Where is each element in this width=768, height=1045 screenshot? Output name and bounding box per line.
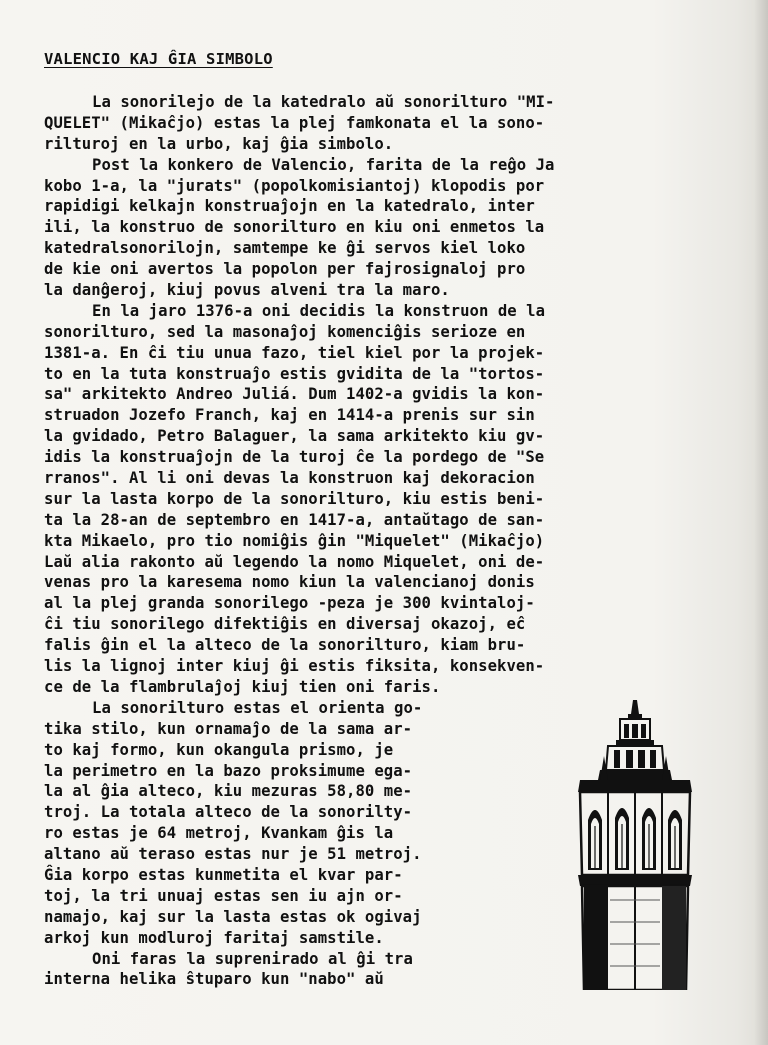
text-line: En la jaro 1376-a oni decidis la konstruon de la — [92, 301, 546, 320]
text-line: kobo 1-a, la "jurats" (popolkomisiantoj) klopodis por — [44, 176, 545, 195]
text-line: altano aŭ teraso estas nur je 51 metroj. — [44, 845, 422, 864]
text-line: Post la konkero de Valencio, farita de la reĝo Ja — [92, 155, 555, 174]
text-line: Ĝia korpo estas kunmetita el kvar par- — [44, 865, 403, 884]
text-line: tika stilo, kun ornamaĵo de la sama ar- — [44, 719, 413, 738]
text-line: QUELET" (Mikaĉjo) estas la plej famkonata el la sono- — [44, 113, 545, 132]
text-line: ta la 28-an de septembro en 1417-a, antaŭtago de san- — [44, 510, 545, 529]
text-line: katedralsonorilojn, samtempe ke ĝi servos kiel loko — [44, 239, 526, 258]
text-line: rilturoj en la urbo, kaj ĝia simbolo. — [44, 134, 394, 153]
text-line: la perimetro en la bazo proksimume ega- — [44, 761, 413, 780]
text-line: la gvidado, Petro Balaguer, la sama arkitekto kiu gv- — [44, 427, 545, 446]
text-line: rranos". Al li oni devas la konstruon kaj dekoracion — [44, 469, 535, 488]
text-line: ce de la flambrulaĵoj kiuj tien oni faris. — [44, 677, 441, 696]
text-line: idis la konstruaĵojn de la turoj ĉe la pordego de "Se — [44, 448, 545, 467]
text-line: toj, la tri unuaj estas sen iu ajn or- — [44, 886, 403, 905]
bell-tower-illustration — [560, 700, 710, 990]
text-line: ro estas je 64 metroj, Kvankam ĝis la — [44, 824, 394, 843]
text-line: de kie oni avertos la popolon per fajrosignaloj pro — [44, 260, 526, 279]
text-line: 1381-a. En ĉi tiu unua fazo, tiel kiel por la projek- — [44, 343, 545, 362]
text-line: namajo, kaj sur la lasta estas ok ogivaj — [44, 907, 422, 926]
text-line: struadon Jozefo Franch, kaj en 1414-a prenis sur sin — [44, 406, 535, 425]
page-edge-shadow — [754, 0, 768, 1045]
text-line: venas pro la karesema nomo kiun la valencianoj donis — [44, 573, 535, 592]
text-line: ĉi tiu sonorilego difektiĝis en diversaj okazoj, eĉ — [44, 615, 526, 634]
text-line: to kaj formo, kun okangula prismo, je — [44, 740, 394, 759]
text-line: to en la tuta konstruaĵo estis gvidita de la "tortos- — [44, 364, 545, 383]
text-line: la al ĝia alteco, kiu mezuras 58,80 me- — [44, 782, 413, 801]
text-line: arkoj kun modluroj faritaj samstile. — [44, 928, 384, 947]
document-title: VALENCIO KAJ ĜIA SIMBOLO — [44, 50, 273, 68]
text-line: al la plej granda sonorilego -peza je 300 kvintaloj- — [44, 594, 535, 613]
text-line: kta Mikaelo, pro tio nomiĝis ĝin "Miquelet" (Mikaĉjo) — [44, 531, 545, 550]
text-line: sonorilturo, sed la masonaĵoj komenciĝis serioze en — [44, 322, 526, 341]
text-line: sur la lasta korpo de la sonorilturo, kiu estis beni- — [44, 489, 545, 508]
text-line: La sonorilejo de la katedralo aŭ sonorilturo "MI- — [92, 93, 555, 111]
text-line: rapidigi kelkajn konstruaĵojn en la katedralo, inter — [44, 197, 535, 216]
text-line: sa" arkitekto Andreo Juliá. Dum 1402-a gvidis la kon- — [44, 385, 545, 404]
text-line: Laŭ alia rakonto aŭ legendo la nomo Miquelet, oni de- — [44, 552, 545, 571]
text-line: lis la lignoj inter kiuj ĝi estis fiksita, konsekven- — [44, 657, 545, 676]
text-line: interna helika ŝtuparo kun "nabo" aŭ — [44, 970, 384, 989]
text-line: La sonorilturo estas el orienta go- — [92, 698, 423, 717]
text-line: Oni faras la suprenirado al ĝi tra — [92, 949, 413, 968]
text-line: troj. La totala alteco de la sonorilty- — [44, 803, 413, 822]
text-line: falis ĝin el la alteco de la sonorilturo, kiam bru- — [44, 636, 526, 655]
text-line: la danĝeroj, kiuj povus alveni tra la maro. — [44, 281, 450, 300]
text-line: ili, la konstruo de sonorilturo en kiu oni enmetos la — [44, 218, 545, 237]
